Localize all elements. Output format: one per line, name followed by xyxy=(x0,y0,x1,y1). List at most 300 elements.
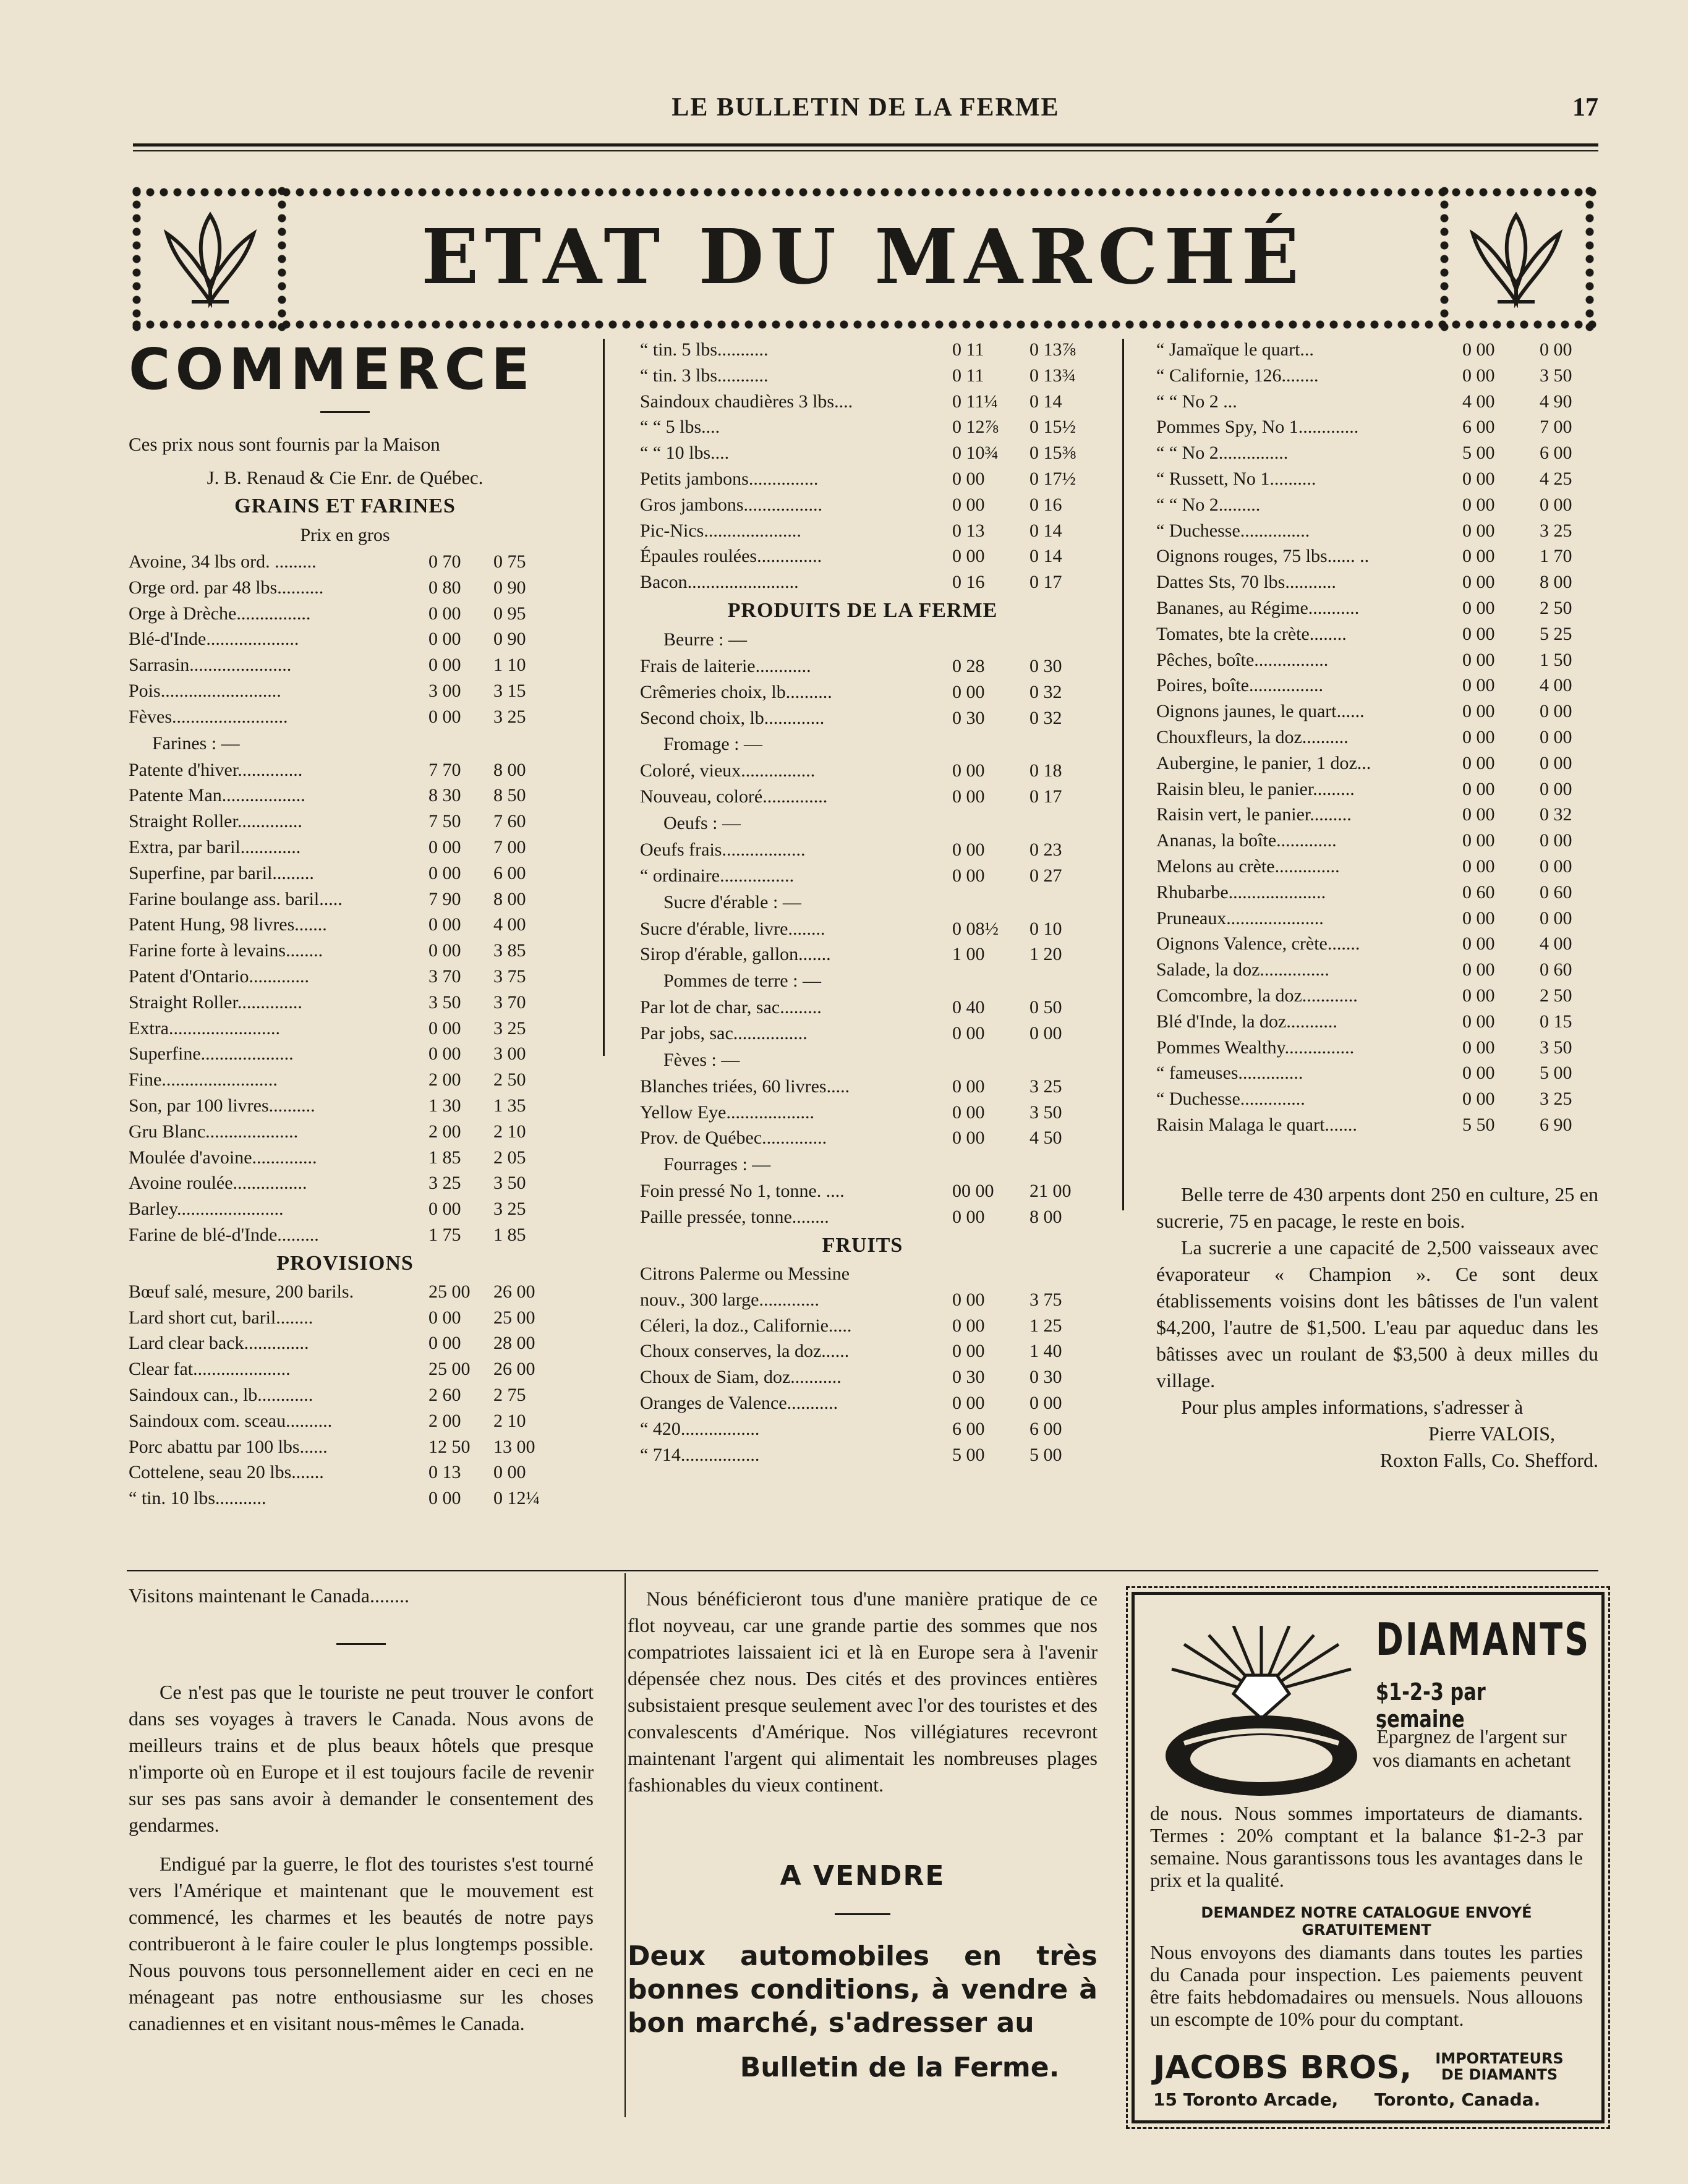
item-label: Oignons rouges, 75 lbs...... .. xyxy=(1156,546,1370,567)
price-row xyxy=(640,1074,1085,1100)
sale-body: Deux automobiles en très bonnes conditions, à vendre à bon marché, s'adresser au xyxy=(628,1940,1098,2039)
price-low: 0 00 xyxy=(1462,494,1495,515)
item-label: “ tin. 3 lbs........... xyxy=(640,365,769,386)
price-low: 0 00 xyxy=(428,655,461,676)
price-low: 0 00 xyxy=(428,1199,461,1220)
price-high: 0 60 xyxy=(1540,882,1572,903)
price-low: 0 00 xyxy=(1462,1037,1495,1058)
price-row xyxy=(129,1460,561,1485)
price-low: 2 00 xyxy=(428,1121,461,1142)
price-high: 4 50 xyxy=(1029,1128,1062,1149)
price-low: 3 25 xyxy=(428,1173,461,1194)
subheading: Fromage : — xyxy=(663,734,762,755)
price-high: 1 40 xyxy=(1029,1341,1062,1362)
price-high: 0 18 xyxy=(1029,760,1062,781)
price-high: 2 05 xyxy=(493,1147,526,1168)
price-row xyxy=(1156,854,1598,880)
price-low: 0 00 xyxy=(952,546,985,567)
price-row xyxy=(640,1125,1085,1151)
price-row xyxy=(1156,647,1598,673)
price-low: 0 00 xyxy=(952,1289,985,1310)
price-low: 0 00 xyxy=(428,1488,461,1509)
price-high: 0 17½ xyxy=(1029,468,1076,489)
price-low: 0 00 xyxy=(1462,830,1495,851)
price-low: 0 00 xyxy=(1462,726,1495,747)
column-3 xyxy=(1156,337,1598,1474)
price-row xyxy=(1156,957,1598,983)
price-low: 0 00 xyxy=(952,1128,985,1149)
price-row xyxy=(640,837,1085,863)
price-low: 0 00 xyxy=(952,1341,985,1362)
price-row xyxy=(640,916,1085,942)
price-list-fruits-legumes xyxy=(1156,337,1598,1138)
price-low: 0 00 xyxy=(428,914,461,935)
price-high: 0 00 xyxy=(1540,752,1572,773)
item-label: Farine forte à levains........ xyxy=(129,940,323,961)
price-low: 0 11¼ xyxy=(952,391,998,412)
price-row xyxy=(129,1408,561,1434)
item-label: “ tin. 5 lbs........... xyxy=(640,339,769,360)
section-heading: FRUITS xyxy=(822,1233,903,1257)
price-row xyxy=(1156,440,1598,466)
ad-title: DIAMANTS xyxy=(1376,1613,1591,1665)
price-row xyxy=(129,1067,561,1093)
price-row xyxy=(129,1434,561,1460)
price-high: 8 00 xyxy=(493,888,526,909)
price-low: 1 00 xyxy=(952,944,985,965)
price-low: 0 00 xyxy=(428,1018,461,1039)
item-label: “ ordinaire................ xyxy=(640,865,795,886)
price-low: 0 16 xyxy=(952,572,985,593)
price-high: 0 13⅞ xyxy=(1029,339,1076,360)
price-high: 0 95 xyxy=(493,603,526,624)
price-high: 0 00 xyxy=(1540,726,1572,747)
price-high: 5 25 xyxy=(1540,623,1572,644)
price-low: 0 00 xyxy=(952,760,985,781)
price-high: 0 32 xyxy=(1029,707,1062,728)
price-row xyxy=(640,1100,1085,1126)
item-label: Sirop d'érable, gallon....... xyxy=(640,944,831,965)
item-label: Saindoux can., lb............ xyxy=(129,1384,313,1405)
article-paragraph: Nous bénéficieront tous d'une manière pratique de ce flot noyveau, car une grande partie des sommes que nos compatriotes laissaient ici et là en Europe sera à l'avenir dépensée chez nous. Des cités et des provinces entières subsistaient presque seulement avec l'or des touristes et des convalescents d'Amérique. Nos villégiatures recevront maintenant l'argent qui alimentait les nombreuses plages fashionables du vieux continent. xyxy=(628,1587,1098,1796)
price-high: 0 15 xyxy=(1540,1011,1572,1032)
item-label: Choux de Siam, doz........... xyxy=(640,1367,842,1388)
price-high: 0 23 xyxy=(1029,839,1062,860)
item-label: Bacon........................ xyxy=(640,572,799,593)
item-label: “ fameuses.............. xyxy=(1156,1063,1303,1084)
price-low: 0 00 xyxy=(1462,468,1495,489)
price-low: 5 50 xyxy=(1462,1114,1495,1135)
price-low: 0 00 xyxy=(952,494,985,515)
item-label: “ Russett, No 1.......... xyxy=(1156,468,1316,489)
item-label: Chouxfleurs, la doz.......... xyxy=(1156,726,1349,747)
price-low: 0 00 xyxy=(952,1206,985,1227)
price-row xyxy=(640,337,1085,363)
price-low: 0 00 xyxy=(1462,546,1495,567)
item-label: Pommes Wealthy............... xyxy=(1156,1037,1355,1058)
price-row xyxy=(1156,880,1598,906)
price-row xyxy=(1156,621,1598,647)
item-label: Pois.......................... xyxy=(129,680,281,701)
ad-subtitle: $1-2-3 par semaine xyxy=(1376,1678,1486,1733)
item-label: Nouveau, coloré.............. xyxy=(640,786,828,807)
price-low: 0 00 xyxy=(1462,959,1495,980)
price-high: 1 85 xyxy=(493,1224,526,1245)
ad-text: Nous envoyons des diamants dans toutes les parties du Canada pour inspection. Les paiements peuvent être faits hebdomadaires ou mensuels. Nous allouons un escompte de 10% pour du comptant. xyxy=(1150,1941,1583,2030)
item-label: Patente Man.................. xyxy=(129,785,305,806)
item-label: Bananes, au Régime........... xyxy=(1156,597,1360,618)
sale-heading: A VENDRE xyxy=(780,1860,945,1892)
item-label: Oignons jaunes, le quart...... xyxy=(1156,701,1365,722)
item-label: Extra........................ xyxy=(129,1018,280,1039)
item-label: Bœuf salé, mesure, 200 barils. xyxy=(129,1281,354,1302)
item-label: “ “ No 2 ... xyxy=(1156,391,1237,412)
price-high: 28 00 xyxy=(493,1333,535,1354)
price-high: 8 00 xyxy=(1540,572,1572,593)
price-high: 0 32 xyxy=(1029,681,1062,702)
price-list-feves xyxy=(640,1074,1085,1151)
price-row xyxy=(1156,569,1598,595)
price-row xyxy=(1156,750,1598,776)
price-high: 1 35 xyxy=(493,1095,526,1116)
price-high: 3 50 xyxy=(1540,365,1572,386)
price-low: 0 00 xyxy=(428,940,461,961)
price-low: 0 00 xyxy=(428,862,461,883)
price-high: 2 75 xyxy=(493,1384,526,1405)
price-low: 7 90 xyxy=(428,888,461,909)
short-rule xyxy=(320,411,370,413)
item-label: Gru Blanc.................... xyxy=(129,1121,299,1142)
price-row xyxy=(129,575,561,601)
price-row xyxy=(1156,1009,1598,1035)
item-label: Ananas, la boîte............. xyxy=(1156,830,1337,851)
price-low: 0 11 xyxy=(952,365,984,386)
section-heading: PRODUITS DE LA FERME xyxy=(727,598,998,622)
price-list-pommes xyxy=(640,995,1085,1047)
price-row xyxy=(640,863,1085,889)
item-label: Orge à Drèche................ xyxy=(129,603,311,624)
price-row xyxy=(129,1119,561,1145)
price-row xyxy=(129,678,561,704)
price-row xyxy=(129,1196,561,1222)
price-high: 0 00 xyxy=(493,1462,526,1483)
price-low: 0 00 xyxy=(428,1333,461,1354)
price-high: 3 25 xyxy=(493,1018,526,1039)
price-list-provisions xyxy=(129,1279,561,1511)
item-label: Paille pressée, tonne........ xyxy=(640,1206,829,1227)
price-low: 0 00 xyxy=(1462,1063,1495,1084)
item-label: Blé-d'Inde.................... xyxy=(129,629,299,650)
price-high: 4 00 xyxy=(1540,933,1572,954)
price-high: 1 10 xyxy=(493,655,526,676)
price-high: 0 00 xyxy=(1540,907,1572,928)
ad-text: de nous. Nous sommes importateurs de diamants. Termes : 20% comptant et la balance $1-2-3 par semaine. Nous garantissons tous les avantages dans le prix et la qualité. xyxy=(1150,1802,1583,1891)
price-row xyxy=(640,1178,1085,1204)
item-label: Sarrasin...................... xyxy=(129,655,292,676)
price-row xyxy=(129,912,561,938)
price-row xyxy=(640,1021,1085,1047)
price-row xyxy=(1156,492,1598,518)
intro-line: J. B. Renaud & Cie Enr. de Québec. xyxy=(207,467,484,488)
price-low: 0 10¾ xyxy=(952,443,999,464)
tourism-article xyxy=(129,1579,594,2037)
price-high: 3 25 xyxy=(1029,1076,1062,1097)
price-low: 0 00 xyxy=(952,839,985,860)
ad-address: 15 Toronto Arcade, Toronto, Canada. xyxy=(1153,2089,1541,2110)
subheading: Pommes de terre : — xyxy=(663,971,821,992)
item-label: Sucre d'érable, livre........ xyxy=(640,918,825,939)
intro-line: Ces prix nous sont fournis par la Maison xyxy=(129,433,440,455)
tourism-article-cont xyxy=(628,1579,1098,2084)
price-high: 3 70 xyxy=(493,992,526,1013)
price-high: 0 15⅜ xyxy=(1029,443,1076,464)
price-low: 0 00 xyxy=(952,1022,985,1043)
price-low: 0 00 xyxy=(428,706,461,727)
price-list-lard xyxy=(640,337,1085,595)
subheading: Sucre d'érable : — xyxy=(663,891,801,912)
ad-firm: JACOBS BROS, xyxy=(1153,2049,1412,2086)
price-high: 3 15 xyxy=(493,680,526,701)
price-high: 1 20 xyxy=(1029,944,1062,965)
price-low: 0 00 xyxy=(952,1076,985,1097)
item-label: Par jobs, sac................ xyxy=(640,1022,808,1043)
price-row xyxy=(640,705,1085,731)
fruits-intro: Citrons Palerme ou Messine xyxy=(640,1263,850,1284)
price-low: 0 00 xyxy=(1462,597,1495,618)
item-label: nouv., 300 large............. xyxy=(640,1289,819,1310)
price-list-grains xyxy=(129,549,561,730)
price-low: 0 00 xyxy=(1462,572,1495,593)
price-high: 0 13¾ xyxy=(1029,365,1076,386)
price-high: 1 50 xyxy=(1540,649,1572,670)
price-row xyxy=(129,860,561,886)
price-row xyxy=(129,1170,561,1196)
price-row xyxy=(129,783,561,809)
price-low: 0 00 xyxy=(1462,778,1495,799)
article-paragraph: Endigué par la guerre, le flot des touristes s'est tourné vers l'Amérique et maintenant que le mouvement est commencé, les charmes et les beautés de notre pays contribueront à le faire couler le plus longtemps possible. Nous pouvons tous personnellement aider en ceci en ne ménageant pas notre enthousiasme sur les choses canadiennes et en visitant nous-mêmes le Canada. xyxy=(129,1853,594,2034)
item-label: Clear fat..................... xyxy=(129,1359,291,1380)
item-label: Farine boulange ass. baril..... xyxy=(129,888,343,909)
subheading: Farines : — xyxy=(152,733,240,754)
price-high: 5 00 xyxy=(1540,1063,1572,1084)
price-high: 0 30 xyxy=(1029,1367,1062,1388)
price-high: 0 14 xyxy=(1029,391,1062,412)
price-low: 0 00 xyxy=(1462,985,1495,1006)
item-label: Patent d'Ontario............. xyxy=(129,966,310,987)
item-label: Coloré, vieux................ xyxy=(640,760,816,781)
price-row xyxy=(129,1041,561,1067)
item-label: Fine......................... xyxy=(129,1069,278,1090)
price-low: 5 00 xyxy=(1462,443,1495,464)
price-row xyxy=(129,704,561,730)
price-low: 2 60 xyxy=(428,1384,461,1405)
commerce-heading: COMMERCE xyxy=(129,336,535,402)
price-low: 0 00 xyxy=(952,786,985,807)
price-row xyxy=(1156,337,1598,363)
price-high: 6 00 xyxy=(1029,1418,1062,1439)
farm-ad-place: Roxton Falls, Co. Shefford. xyxy=(1379,1448,1598,1471)
price-row xyxy=(1156,776,1598,802)
ad-firm-role-line: IMPORTATEURS xyxy=(1435,2050,1564,2067)
price-low: 2 00 xyxy=(428,1069,461,1090)
price-high: 0 00 xyxy=(1540,339,1572,360)
price-low: 1 75 xyxy=(428,1224,461,1245)
price-high: 0 32 xyxy=(1540,804,1572,825)
banner-border-bottom xyxy=(130,317,1596,333)
price-row xyxy=(640,1338,1085,1364)
item-label: Moulée d'avoine.............. xyxy=(129,1147,317,1168)
price-low: 1 85 xyxy=(428,1147,461,1168)
price-high: 2 50 xyxy=(493,1069,526,1090)
item-label: Saindoux chaudières 3 lbs.... xyxy=(640,391,853,412)
price-high: 3 50 xyxy=(493,1173,526,1194)
price-low: 12 50 xyxy=(428,1436,471,1457)
item-label: Frais de laiterie............ xyxy=(640,655,811,676)
column-rule xyxy=(603,339,605,1056)
price-high: 0 16 xyxy=(1029,494,1062,515)
price-low: 0 40 xyxy=(952,997,985,1018)
subheading: Fourrages : — xyxy=(663,1154,771,1175)
item-label: Extra, par baril............. xyxy=(129,836,301,857)
item-label: Blé d'Inde, la doz........... xyxy=(1156,1011,1337,1032)
price-low: 0 00 xyxy=(1462,365,1495,386)
price-low: 6 00 xyxy=(952,1418,985,1439)
price-high: 0 00 xyxy=(1540,830,1572,851)
price-low: 0 13 xyxy=(952,520,985,541)
price-high: 3 85 xyxy=(493,940,526,961)
price-row xyxy=(129,1279,561,1305)
section-heading: PROVISIONS xyxy=(276,1251,414,1275)
subheading: Oeufs : — xyxy=(663,812,741,833)
price-low: 0 13 xyxy=(428,1462,461,1483)
price-high: 2 50 xyxy=(1540,597,1572,618)
price-low: 0 00 xyxy=(1462,1011,1495,1032)
price-row xyxy=(1156,1112,1598,1138)
price-high: 5 00 xyxy=(1029,1444,1062,1465)
item-label: Petits jambons............... xyxy=(640,468,819,489)
subheading: Beurre : — xyxy=(663,629,747,650)
price-high: 0 15½ xyxy=(1029,417,1076,438)
price-high: 0 17 xyxy=(1029,572,1062,593)
price-high: 0 00 xyxy=(1540,494,1572,515)
item-label: “ Duchesse.............. xyxy=(1156,1089,1305,1110)
price-row xyxy=(129,1485,561,1511)
item-label: “ 714................. xyxy=(640,1444,760,1465)
price-high: 0 75 xyxy=(493,551,526,572)
price-low: 0 00 xyxy=(952,468,985,489)
item-label: Choux conserves, la doz...... xyxy=(640,1341,850,1362)
price-row xyxy=(129,626,561,652)
price-row xyxy=(1156,931,1598,957)
price-low: 0 00 xyxy=(952,1315,985,1336)
item-label: Raisin vert, le panier......... xyxy=(1156,804,1352,825)
price-high: 3 75 xyxy=(1029,1289,1062,1310)
price-row xyxy=(1156,983,1598,1009)
price-row xyxy=(1156,1035,1598,1061)
price-row xyxy=(1156,828,1598,854)
header-rule-thin xyxy=(133,150,1598,151)
item-label: “ tin. 10 lbs........... xyxy=(129,1488,266,1509)
price-high: 3 25 xyxy=(493,706,526,727)
price-high: 4 00 xyxy=(493,914,526,935)
column-1 xyxy=(129,337,561,1511)
price-list-sucre xyxy=(640,916,1085,968)
banner-border-top xyxy=(130,184,1596,200)
price-row xyxy=(129,886,561,912)
sale-signature: Bulletin de la Ferme. xyxy=(740,2052,1060,2083)
price-list-farines xyxy=(129,757,561,1248)
item-label: Avoine roulée................ xyxy=(129,1173,307,1194)
price-high: 21 00 xyxy=(1029,1181,1072,1202)
price-row xyxy=(640,518,1085,544)
item-label: Par lot de char, sac......... xyxy=(640,997,822,1018)
farm-ad-text: Belle terre de 430 arpents dont 250 en culture, 25 en sucrerie, 75 en pacage, le reste en bois. xyxy=(1156,1183,1598,1232)
item-label: Oeufs frais.................. xyxy=(640,839,806,860)
item-label: Porc abattu par 100 lbs...... xyxy=(129,1436,328,1457)
price-row xyxy=(1156,1086,1598,1112)
price-high: 6 00 xyxy=(493,862,526,883)
price-low: 00 00 xyxy=(952,1181,994,1202)
price-high: 0 12¼ xyxy=(493,1488,540,1509)
subheading: Fèves : — xyxy=(663,1049,740,1070)
item-label: “ “ 5 lbs.... xyxy=(640,417,720,438)
item-label: “ Jamaïque le quart... xyxy=(1156,339,1314,360)
price-row xyxy=(129,549,561,575)
price-low: 0 00 xyxy=(1462,933,1495,954)
price-row xyxy=(640,995,1085,1021)
running-header xyxy=(133,93,1598,130)
price-high: 2 10 xyxy=(493,1410,526,1431)
price-row xyxy=(1156,802,1598,828)
price-high: 0 60 xyxy=(1540,959,1572,980)
price-low: 0 00 xyxy=(952,1392,985,1413)
price-list-beurre xyxy=(640,653,1085,731)
price-high: 4 90 xyxy=(1540,391,1572,412)
price-high: 0 00 xyxy=(1540,778,1572,799)
diamants-advertisement xyxy=(1132,1592,1605,2123)
item-label: Pêches, boîte................ xyxy=(1156,649,1329,670)
price-row xyxy=(640,492,1085,518)
price-low: 0 00 xyxy=(428,836,461,857)
price-low: 1 30 xyxy=(428,1095,461,1116)
price-row xyxy=(640,389,1085,415)
item-label: “ “ No 2......... xyxy=(1156,494,1261,515)
price-row xyxy=(1156,466,1598,492)
item-label: Aubergine, le panier, 1 doz... xyxy=(1156,752,1371,773)
price-low: 0 00 xyxy=(1462,649,1495,670)
price-low: 0 30 xyxy=(952,707,985,728)
price-low: 0 11 xyxy=(952,339,984,360)
price-high: 3 50 xyxy=(1540,1037,1572,1058)
column-rule xyxy=(624,1573,626,2117)
item-label: Céleri, la doz., Californie..... xyxy=(640,1315,852,1336)
article-paragraph: Ce n'est pas que le touriste ne peut trouver le confort dans ses voyages à travers le Canada. Nous avons de meilleurs trains et de plus beaux hôtels que presque n'importe où en Europe et il est toujours facile de revenir sur ses pas sans avoir à demander le consentement des gendarmes. xyxy=(129,1681,594,1836)
price-low: 0 08½ xyxy=(952,918,999,939)
item-label: Pruneaux..................... xyxy=(1156,907,1324,928)
price-row xyxy=(129,1016,561,1042)
price-row xyxy=(129,1356,561,1382)
price-low: 4 00 xyxy=(1462,391,1495,412)
item-label: Avoine, 34 lbs ord. ......... xyxy=(129,551,317,572)
price-low: 0 00 xyxy=(1462,520,1495,541)
price-high: 2 50 xyxy=(1540,985,1572,1006)
item-label: Straight Roller.............. xyxy=(129,992,302,1013)
item-label: “ 420................. xyxy=(640,1418,760,1439)
price-row xyxy=(640,1442,1085,1468)
item-label: “ “ No 2............... xyxy=(1156,443,1289,464)
price-high: 3 25 xyxy=(1540,1089,1572,1110)
price-low: 0 00 xyxy=(952,681,985,702)
